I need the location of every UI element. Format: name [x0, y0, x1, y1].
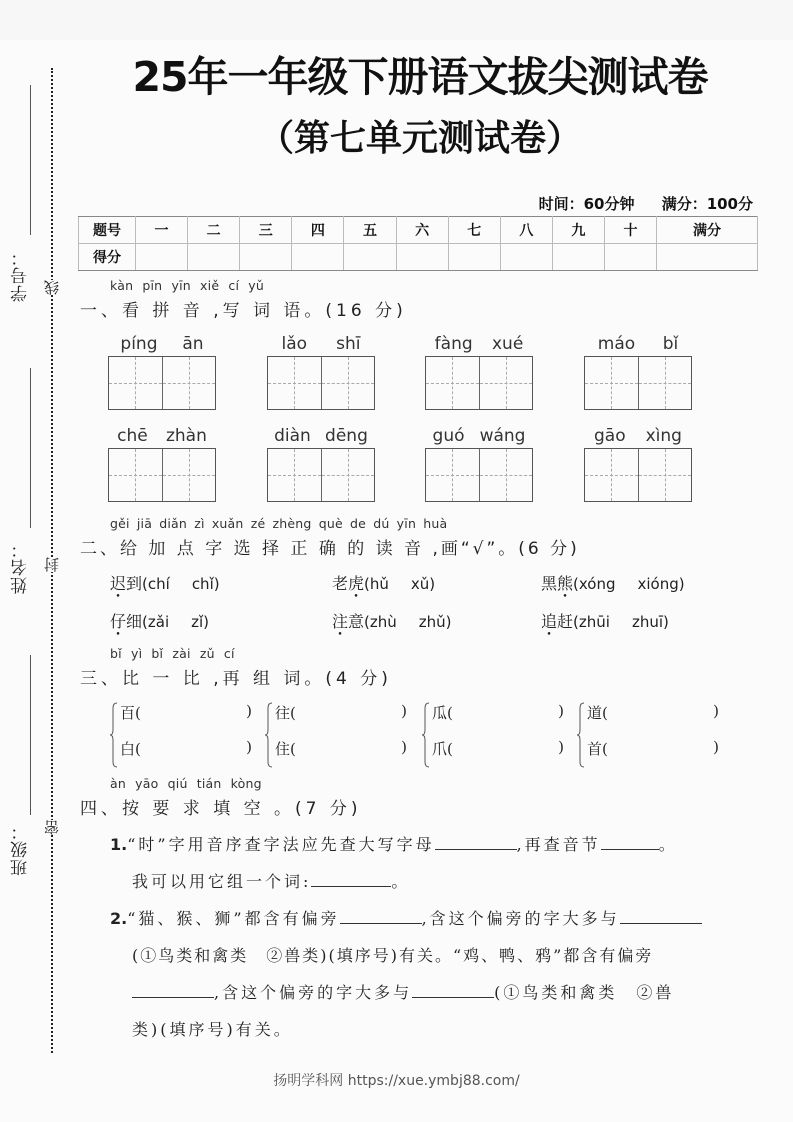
question-2-line-2: (①鸟类和禽类 ②兽类)(填序号)有关。“鸡、鸭、鸦”都含有偏旁 — [132, 946, 654, 965]
pair-row-top[interactable]: 瓜( ) — [432, 702, 564, 722]
footer-watermark: 扬明学科网 https://xue.ymbj88.com/ — [273, 1073, 520, 1089]
tianzige-box[interactable] — [267, 448, 375, 502]
option[interactable]: zǐ — [191, 613, 204, 631]
answer-blank[interactable] — [132, 983, 214, 998]
compare-pair — [265, 700, 415, 774]
grid-pinyin: fàng xué — [434, 334, 524, 354]
top-band — [0, 0, 793, 40]
option[interactable]: zǎi — [147, 613, 170, 631]
option[interactable]: zhù — [369, 613, 397, 631]
tianzige-box[interactable] — [425, 448, 533, 502]
header-cell: 七 — [448, 217, 500, 244]
option[interactable]: zhuī — [631, 613, 664, 631]
seal-char-line: 线 — [43, 280, 61, 295]
score-cell[interactable] — [188, 244, 240, 271]
reading-choice[interactable]: 黑熊(xóng xióng) — [541, 574, 685, 593]
answer-blank[interactable] — [601, 835, 659, 850]
reading-choice[interactable]: 老虎(hǔ xǔ) — [332, 574, 436, 593]
exam-meta — [517, 193, 753, 214]
grid-pinyin: máo bǐ — [597, 334, 679, 354]
option[interactable]: xǔ — [410, 575, 430, 593]
score-cell[interactable] — [344, 244, 396, 271]
tianzige-box[interactable] — [425, 356, 533, 410]
dotted-char: 仔 — [110, 612, 127, 631]
header-cell: 三 — [240, 217, 292, 244]
seal-char-seal: 封 — [43, 557, 61, 572]
brace-icon — [265, 702, 273, 768]
header-cell: 二 — [188, 217, 240, 244]
dotted-char: 迟 — [110, 574, 127, 593]
answer-blank[interactable] — [435, 835, 517, 850]
page-subtitle: （第七单元测试卷） — [257, 118, 582, 159]
header-cell: 五 — [344, 217, 396, 244]
option[interactable]: hǔ — [369, 575, 389, 593]
header-cell: 六 — [396, 217, 448, 244]
reading-choice[interactable]: 追赶(zhūi zhuī) — [541, 612, 669, 631]
section3-title: 三、比 一 比 ,再 组 词。(4 分) — [80, 669, 392, 689]
tianzige-box[interactable] — [108, 448, 216, 502]
class-label: 班级： — [11, 822, 31, 876]
seal-char-secret: 密 — [43, 820, 61, 835]
option[interactable]: zhǔ — [418, 613, 446, 631]
score-cell[interactable] — [448, 244, 500, 271]
score-cell[interactable] — [292, 244, 344, 271]
grid-pinyin: chē zhàn — [117, 426, 207, 446]
pair-row-top[interactable]: 百( ) — [120, 702, 252, 722]
pair-row-bottom[interactable]: 住( ) — [275, 738, 407, 758]
reading-choice[interactable]: 迟到(chí chǐ) — [110, 574, 220, 593]
option[interactable]: chǐ — [191, 575, 214, 593]
exam-full-score: 满分：100分 — [661, 195, 753, 213]
question-2-line-1: 2.“猫、猴、狮”都含有偏旁 ,含这个偏旁的字大多与 — [110, 906, 702, 929]
writing-grid[interactable] — [108, 426, 216, 502]
writing-grid[interactable] — [584, 334, 692, 410]
section4-pinyin: àn yāo qiú tián kòng — [110, 776, 262, 791]
header-cell: 一 — [136, 217, 188, 244]
answer-blank[interactable] — [412, 983, 494, 998]
brace-icon — [577, 702, 585, 768]
student-id-label: 学号： — [11, 248, 31, 302]
question-number: 1. — [110, 835, 128, 854]
brace-icon — [110, 702, 118, 768]
answer-blank[interactable] — [311, 872, 391, 887]
score-table-score-row — [79, 244, 758, 271]
score-cell[interactable] — [604, 244, 656, 271]
dotted-char: 熊 — [557, 574, 574, 593]
option[interactable]: chí — [147, 575, 170, 593]
writing-grid[interactable] — [425, 426, 533, 502]
option[interactable]: xóng — [578, 575, 616, 593]
writing-grid[interactable] — [267, 334, 375, 410]
score-table — [78, 216, 758, 271]
student-id-underline — [30, 85, 31, 235]
writing-grid[interactable] — [267, 426, 375, 502]
compare-pair — [577, 700, 727, 774]
section1-pinyin: kàn pīn yīn xiě cí yǔ — [110, 278, 265, 293]
header-cell: 四 — [292, 217, 344, 244]
pair-row-bottom[interactable]: 白( ) — [120, 738, 252, 758]
tianzige-box[interactable] — [108, 356, 216, 410]
section2-pinyin: gěi jiā diǎn zì xuǎn zé zhèng què de dú yīn huà — [110, 516, 448, 531]
question-2-line-4: 类)(填序号)有关。 — [132, 1020, 293, 1039]
option[interactable]: xióng — [637, 575, 679, 593]
grid-pinyin: gāo xìng — [594, 426, 682, 446]
question-number: 2. — [110, 909, 128, 928]
section4-title: 四、按 要 求 填 空 。(7 分) — [80, 799, 362, 819]
pair-row-bottom[interactable]: 爪( ) — [432, 738, 564, 758]
name-label: 姓名： — [11, 540, 31, 594]
header-cell: 题号 — [79, 217, 136, 244]
score-cell[interactable] — [500, 244, 552, 271]
question-2-line-3: ,含这个偏旁的字大多与 (①鸟类和禽类 ②兽 — [132, 980, 674, 1003]
question-1-line-1: 1.“时”字用音序查字法应先查大写字母 ,再查音节 。 — [110, 835, 678, 854]
brace-icon — [422, 702, 430, 768]
class-underline — [30, 655, 31, 815]
compare-pair — [110, 700, 260, 774]
grid-pinyin: guó wáng — [432, 426, 526, 446]
pair-row-bottom[interactable]: 首( ) — [587, 738, 719, 758]
writing-grid[interactable] — [425, 334, 533, 410]
tianzige-box[interactable] — [267, 356, 375, 410]
section2-title: 二、给 加 点 字 选 择 正 确 的 读 音 ,画“√”。(6 分) — [80, 539, 580, 559]
header-cell: 八 — [500, 217, 552, 244]
exam-time: 时间：60分钟 — [538, 195, 635, 213]
answer-blank[interactable] — [620, 909, 702, 924]
writing-grid[interactable] — [108, 334, 216, 410]
grid-pinyin: píng ān — [120, 334, 204, 354]
answer-blank[interactable] — [340, 909, 422, 924]
section3-pinyin: bǐ yì bǐ zài zǔ cí — [110, 646, 235, 661]
header-cell: 十 — [604, 217, 656, 244]
pair-row-top[interactable]: 道( ) — [587, 702, 719, 722]
compare-pair — [422, 700, 572, 774]
option[interactable]: zhūi — [578, 613, 610, 631]
grid-pinyin: diàn dēng — [274, 426, 368, 446]
tianzige-box[interactable] — [584, 356, 692, 410]
grid-pinyin: lǎo shī — [281, 334, 361, 354]
reading-choice[interactable]: 注意(zhù zhǔ) — [332, 612, 452, 631]
score-cell[interactable] — [552, 244, 604, 271]
tianzige-box[interactable] — [584, 448, 692, 502]
section1-title: 一、看 拼 音 ,写 词 语。(16 分) — [80, 301, 407, 321]
pair-row-top[interactable]: 往( ) — [275, 702, 407, 722]
header-cell: 九 — [552, 217, 604, 244]
dotted-char: 追 — [541, 612, 558, 631]
score-cell[interactable] — [240, 244, 292, 271]
score-cell[interactable] — [396, 244, 448, 271]
score-row-label: 得分 — [79, 244, 136, 271]
score-table-header-row — [79, 217, 758, 244]
writing-grid[interactable] — [584, 426, 692, 502]
page-title: 25年一年级下册语文拔尖测试卷 — [132, 53, 708, 101]
dotted-char: 注 — [332, 612, 349, 631]
header-cell: 满分 — [657, 217, 758, 244]
dotted-char: 虎 — [348, 574, 365, 593]
reading-choice[interactable]: 仔细(zǎi zǐ) — [110, 612, 210, 631]
score-cell[interactable] — [657, 244, 758, 271]
name-underline — [30, 368, 31, 528]
question-1-line-2: 我可以用它组一个词: 。 — [132, 872, 411, 891]
score-cell[interactable] — [136, 244, 188, 271]
